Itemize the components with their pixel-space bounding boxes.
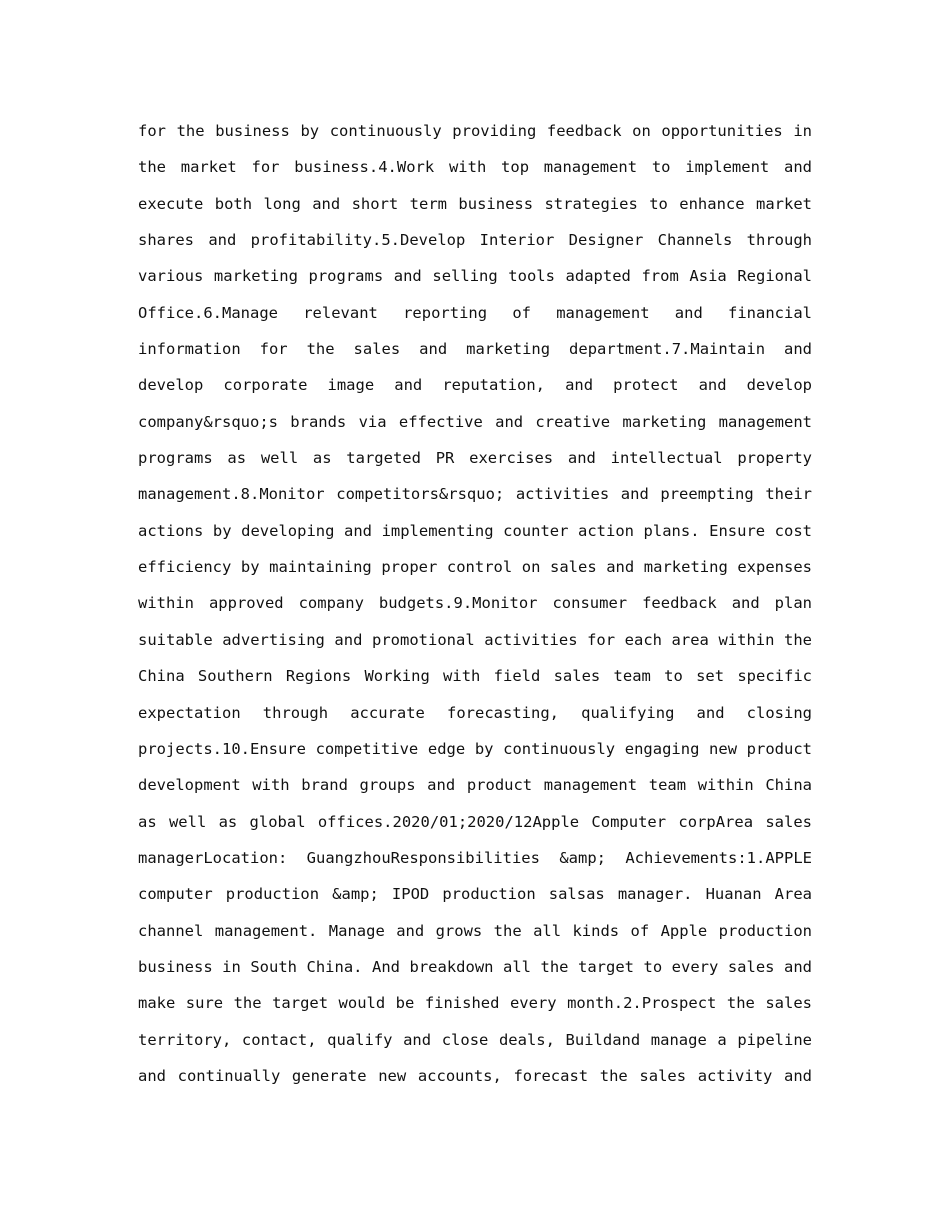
text-line: management.8.Monitor competitors&rsquo; activities and preempting their (138, 485, 812, 504)
text-line: information for the sales and marketing department.7.Maintain and (138, 340, 812, 359)
text-line: suitable advertising and promotional activities for each area within the (138, 630, 812, 649)
text-line: territory, contact, qualify and close deals, Buildand manage a pipeline (138, 1030, 812, 1049)
text-line: execute both long and short term business strategies to enhance market (138, 194, 812, 213)
text-line: efficiency by maintaining proper control on sales and marketing expenses (138, 558, 812, 577)
text-line: and continually generate new accounts, forecast the sales activity and (138, 1066, 812, 1085)
text-line: managerLocation: GuangzhouResponsibilities &amp; Achievements:1.APPLE (138, 848, 812, 867)
text-line: programs as well as targeted PR exercises and intellectual property (138, 449, 812, 468)
text-line: expectation through accurate forecasting, qualifying and closing (138, 703, 812, 722)
text-line: various marketing programs and selling tools adapted from Asia Regional (138, 267, 812, 286)
text-line: shares and profitability.5.Develop Interior Designer Channels through (138, 231, 812, 250)
text-line: China Southern Regions Working with field sales team to set specific (138, 667, 812, 686)
text-line: develop corporate image and reputation, and protect and develop (138, 376, 812, 395)
text-line: the market for business.4.Work with top management to implement and (138, 158, 812, 177)
text-line: actions by developing and implementing counter action plans. Ensure cost (138, 521, 812, 540)
text-line: development with brand groups and product management team within China (138, 776, 812, 795)
text-line: company&rsquo;s brands via effective and creative marketing management (138, 412, 812, 431)
text-line: channel management. Manage and grows the all kinds of Apple production (138, 921, 812, 940)
text-line: for the business by continuously providing feedback on opportunities in (138, 122, 812, 140)
text-line: within approved company budgets.9.Monitor consumer feedback and plan (138, 594, 812, 613)
text-line: projects.10.Ensure competitive edge by continuously engaging new product (138, 739, 812, 758)
text-line: Office.6.Manage relevant reporting of management and financial (138, 303, 812, 322)
body-text (138, 113, 812, 1094)
text-line: as well as global offices.2020/01;2020/12Apple Computer corpArea sales (138, 812, 812, 831)
text-line: business in South China. And breakdown all the target to every sales and (138, 957, 812, 976)
text-line: computer production &amp; IPOD production salsas manager. Huanan Area (138, 885, 812, 904)
text-line: make sure the target would be finished every month.2.Prospect the sales (138, 994, 812, 1013)
